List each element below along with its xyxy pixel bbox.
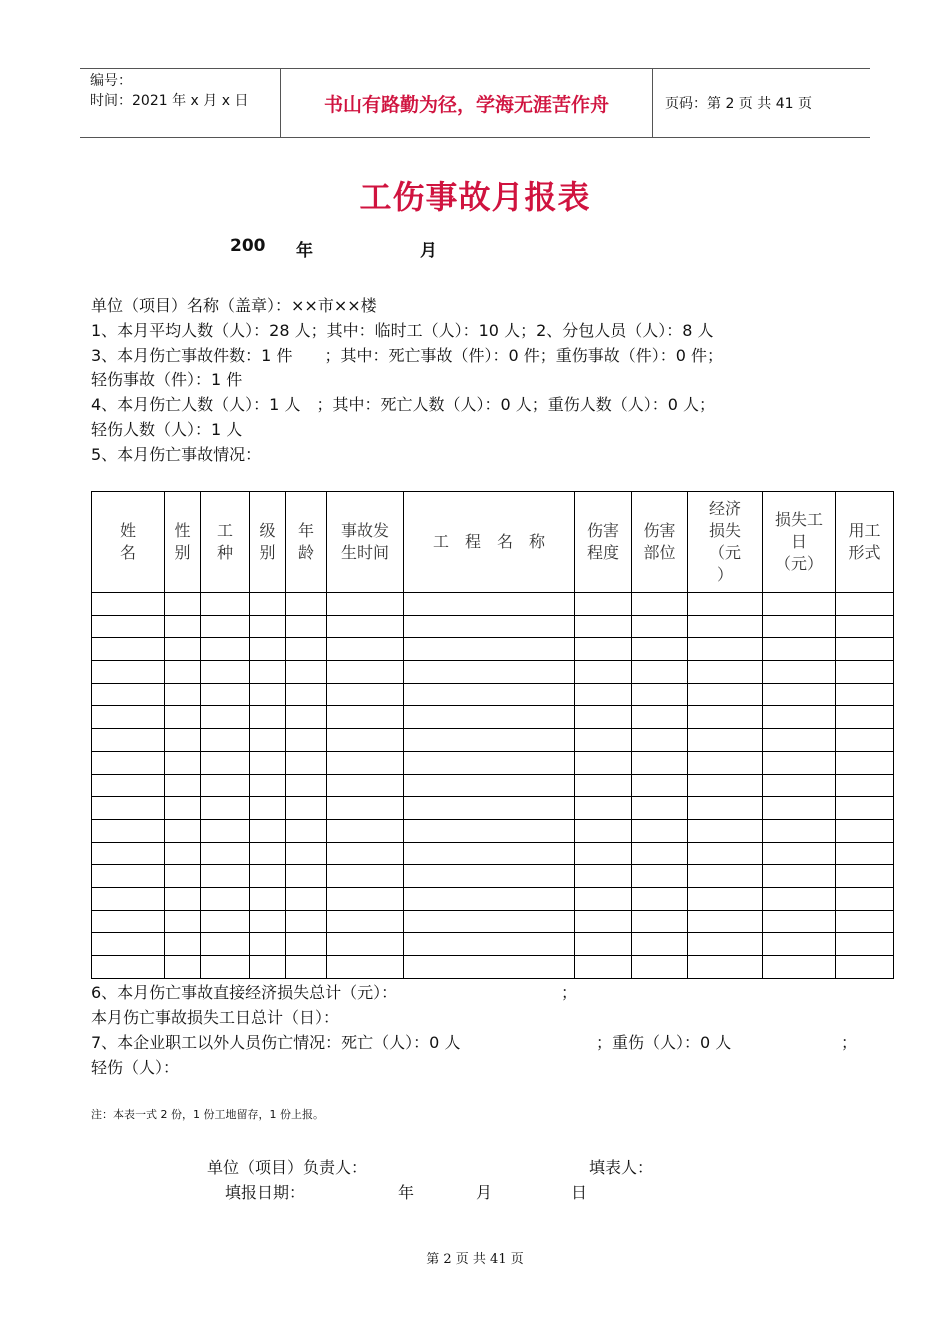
table-cell[interactable] [201, 615, 250, 638]
table-cell[interactable] [575, 729, 632, 752]
table-cell[interactable] [201, 910, 250, 933]
table-cell[interactable] [404, 956, 575, 979]
table-cell[interactable] [165, 683, 201, 706]
table-cell[interactable] [404, 842, 575, 865]
table-cell[interactable] [165, 729, 201, 752]
table-cell[interactable] [92, 933, 165, 956]
table-cell[interactable] [327, 638, 404, 661]
column-header-text: 名 [119, 543, 136, 562]
table-cell[interactable] [327, 865, 404, 888]
table-cell[interactable] [92, 819, 165, 842]
table-cell[interactable] [250, 615, 286, 638]
table-cell[interactable] [165, 910, 201, 933]
table-cell[interactable] [327, 797, 404, 820]
table-cell[interactable] [404, 865, 575, 888]
separator: ； [561, 983, 578, 1002]
table-cell[interactable] [92, 751, 165, 774]
table-cell[interactable] [404, 615, 575, 638]
table-cell[interactable] [250, 638, 286, 661]
table-cell[interactable] [327, 706, 404, 729]
table-cell[interactable] [286, 865, 327, 888]
summary-line-6b: 本月伤亡事故损失工日总计（日）： [91, 1008, 340, 1027]
table-cell[interactable] [404, 887, 575, 910]
table-cell[interactable] [836, 638, 894, 661]
table-cell[interactable] [286, 638, 327, 661]
table-row [92, 865, 894, 888]
table-cell[interactable] [250, 819, 286, 842]
table-cell[interactable] [92, 774, 165, 797]
column-header-text: （元） [774, 554, 823, 573]
table-cell[interactable] [92, 842, 165, 865]
table-row [92, 819, 894, 842]
info-line: 1、本月平均人数（人）：28 人；其中：临时工（人）：10 人；2、分包人员（人）：8 人 [91, 320, 714, 340]
column-header-text: 损失工 [774, 510, 823, 529]
table-cell[interactable] [632, 956, 688, 979]
table-cell[interactable] [201, 729, 250, 752]
info-line: 单位（项目）名称（盖章）：××市××楼 [91, 296, 377, 315]
table-cell[interactable] [165, 638, 201, 661]
column-header-text: 年 [297, 521, 314, 540]
table-cell[interactable] [286, 615, 327, 638]
table-cell[interactable] [250, 865, 286, 888]
table-cell[interactable] [632, 683, 688, 706]
table-row [92, 706, 894, 729]
table-cell[interactable] [688, 842, 763, 865]
column-header-text: 用工 [848, 521, 881, 540]
column-header-text: 部位 [643, 543, 676, 562]
table-cell[interactable] [575, 706, 632, 729]
table-cell[interactable] [763, 797, 836, 820]
table-cell[interactable] [763, 910, 836, 933]
fill-date-month: 月 [476, 1183, 493, 1202]
table-cell[interactable] [327, 661, 404, 684]
summary-line-7 [91, 1030, 871, 1055]
column-header-text: 伤害 [643, 521, 676, 540]
external-casualty-label: 7、本企业职工以外人员伤亡情况：死亡（人）：0 人 [91, 1033, 461, 1052]
column-header [92, 492, 165, 593]
table-cell[interactable] [404, 638, 575, 661]
table-cell[interactable] [286, 797, 327, 820]
table-cell[interactable] [763, 683, 836, 706]
table-cell[interactable] [836, 865, 894, 888]
table-cell[interactable] [632, 797, 688, 820]
table-cell[interactable] [404, 774, 575, 797]
table-cell[interactable] [286, 729, 327, 752]
table-cell[interactable] [327, 819, 404, 842]
table-cell[interactable] [327, 593, 404, 616]
table-cell[interactable] [201, 865, 250, 888]
table-cell[interactable] [763, 751, 836, 774]
table-cell[interactable] [575, 887, 632, 910]
table-cell[interactable] [632, 706, 688, 729]
table-cell[interactable] [688, 819, 763, 842]
table-cell[interactable] [763, 842, 836, 865]
table-cell[interactable] [250, 729, 286, 752]
table-cell[interactable] [327, 956, 404, 979]
table-cell[interactable] [632, 819, 688, 842]
table-cell[interactable] [836, 593, 894, 616]
table-cell[interactable] [632, 933, 688, 956]
document-header [80, 68, 870, 138]
table-cell[interactable] [286, 593, 327, 616]
table-cell[interactable] [286, 887, 327, 910]
direct-loss-label: 6、本月伤亡事故直接经济损失总计（元）： [91, 983, 398, 1002]
table-cell[interactable] [286, 956, 327, 979]
separator: ； [841, 1033, 858, 1052]
table-cell[interactable] [836, 661, 894, 684]
column-header [404, 492, 575, 593]
table-row [92, 774, 894, 797]
table-cell[interactable] [688, 956, 763, 979]
table-cell[interactable] [327, 910, 404, 933]
table-cell[interactable] [836, 751, 894, 774]
table-cell[interactable] [92, 638, 165, 661]
column-header-text: 工 程 名 称 [432, 532, 545, 551]
table-cell[interactable] [688, 865, 763, 888]
column-header [763, 492, 836, 593]
table-cell[interactable] [575, 774, 632, 797]
info-line: 轻伤事故（件）：1 件 [91, 370, 243, 390]
table-cell[interactable] [763, 933, 836, 956]
table-cell[interactable] [165, 887, 201, 910]
accident-table [91, 491, 894, 979]
table-cell[interactable] [250, 887, 286, 910]
table-cell[interactable] [201, 706, 250, 729]
table-cell[interactable] [404, 729, 575, 752]
table-cell[interactable] [404, 683, 575, 706]
column-header-text: 形式 [848, 543, 881, 562]
table-cell[interactable] [632, 593, 688, 616]
table-cell[interactable] [250, 797, 286, 820]
table-cell[interactable] [286, 683, 327, 706]
table-row [92, 683, 894, 706]
table-cell[interactable] [575, 593, 632, 616]
period-year-prefix: 200 [230, 236, 266, 256]
table-cell[interactable] [404, 751, 575, 774]
summary-section [91, 980, 871, 1080]
table-cell[interactable] [250, 706, 286, 729]
table-cell[interactable] [688, 706, 763, 729]
table-cell[interactable] [286, 751, 327, 774]
table-row [92, 661, 894, 684]
table-cell[interactable] [201, 593, 250, 616]
table-cell[interactable] [201, 797, 250, 820]
note-text: 注：本表一式 2 份，1 份工地留存，1 份上报。 [91, 1108, 324, 1121]
header-meta [80, 69, 280, 137]
table-cell[interactable] [575, 933, 632, 956]
column-header-text: 程度 [586, 543, 619, 562]
table-cell[interactable] [201, 842, 250, 865]
table-cell[interactable] [165, 615, 201, 638]
table-cell[interactable] [92, 661, 165, 684]
table-row [92, 729, 894, 752]
column-header-text: 经济 [708, 499, 741, 518]
table-cell[interactable] [688, 751, 763, 774]
table-cell[interactable] [327, 729, 404, 752]
info-line: 4、本月伤亡人数（人）：1 人 ；其中：死亡人数（人）：0 人；重伤人数（人）：0 人； [91, 395, 715, 415]
table-cell[interactable] [92, 593, 165, 616]
table-cell[interactable] [575, 819, 632, 842]
column-header [250, 492, 286, 593]
table-cell[interactable] [327, 887, 404, 910]
table-row [92, 956, 894, 979]
table-cell[interactable] [404, 593, 575, 616]
serial-label: 编号： [90, 73, 132, 89]
table-cell[interactable] [632, 887, 688, 910]
page-title: 工伤事故月报表 [359, 178, 591, 216]
table-cell[interactable] [92, 615, 165, 638]
column-header-text: 生时间 [340, 543, 389, 562]
table-cell[interactable] [250, 683, 286, 706]
table-cell[interactable] [165, 661, 201, 684]
leader-signature-label: 单位（项目）负责人： [207, 1158, 368, 1177]
table-row [92, 910, 894, 933]
table-row [92, 638, 894, 661]
column-header-text: 别 [174, 543, 191, 562]
table-cell[interactable] [404, 933, 575, 956]
table-cell[interactable] [632, 661, 688, 684]
table-cell[interactable] [327, 842, 404, 865]
table-cell[interactable] [165, 956, 201, 979]
table-cell[interactable] [201, 819, 250, 842]
table-cell[interactable] [404, 819, 575, 842]
column-header-text: 性 [174, 521, 191, 540]
table-cell[interactable] [688, 774, 763, 797]
table-cell[interactable] [201, 661, 250, 684]
table-body [92, 593, 894, 979]
table-cell[interactable] [688, 661, 763, 684]
table-cell[interactable] [327, 683, 404, 706]
table-cell[interactable] [165, 865, 201, 888]
table-cell[interactable] [632, 774, 688, 797]
table-cell[interactable] [763, 615, 836, 638]
table-cell[interactable] [836, 729, 894, 752]
table-cell[interactable] [763, 956, 836, 979]
column-header [688, 492, 763, 593]
info-line: 5、本月伤亡事故情况： [91, 444, 262, 464]
table-cell[interactable] [201, 638, 250, 661]
fill-date-day: 日 [571, 1183, 588, 1202]
table-cell[interactable] [92, 910, 165, 933]
table-cell[interactable] [201, 956, 250, 979]
table-cell[interactable] [250, 593, 286, 616]
table-cell[interactable] [836, 774, 894, 797]
table-cell[interactable] [250, 751, 286, 774]
column-header-text: 工 [216, 521, 233, 540]
column-header-text: 种 [216, 543, 233, 562]
period-month-label: 月 [420, 241, 437, 261]
table-cell[interactable] [327, 615, 404, 638]
column-header [201, 492, 250, 593]
table-cell[interactable] [92, 706, 165, 729]
column-header-text: 损失 [708, 521, 741, 540]
table-cell[interactable] [165, 819, 201, 842]
column-header-text: 姓 [119, 521, 136, 540]
table-cell[interactable] [688, 797, 763, 820]
table-cell[interactable] [836, 615, 894, 638]
table-cell[interactable] [688, 933, 763, 956]
table-cell[interactable] [763, 593, 836, 616]
column-header [632, 492, 688, 593]
time-label: 时间：2021 年 x 月 x 日 [90, 93, 249, 109]
table-cell[interactable] [201, 887, 250, 910]
table-cell[interactable] [404, 910, 575, 933]
table-cell[interactable] [688, 638, 763, 661]
table-cell[interactable] [92, 865, 165, 888]
table-cell[interactable] [327, 751, 404, 774]
table-cell[interactable] [632, 729, 688, 752]
table-cell[interactable] [763, 661, 836, 684]
table-cell[interactable] [836, 683, 894, 706]
info-line: 3、本月伤亡事故件数：1 件 ；其中：死亡事故（件）：0 件；重伤事故（件）：0 件； [91, 345, 723, 365]
table-cell[interactable] [688, 593, 763, 616]
table-cell[interactable] [836, 819, 894, 842]
table-cell[interactable] [688, 910, 763, 933]
summary-line-6 [91, 980, 871, 1005]
table-cell[interactable] [763, 887, 836, 910]
column-header [836, 492, 894, 593]
table-cell[interactable] [165, 933, 201, 956]
table-cell[interactable] [632, 751, 688, 774]
table-cell[interactable] [92, 797, 165, 820]
table-header-row [92, 492, 894, 593]
table-cell[interactable] [327, 774, 404, 797]
table-cell[interactable] [92, 729, 165, 752]
page-number: 第 2 页 共 41 页 [426, 1252, 524, 1267]
table-cell[interactable] [575, 842, 632, 865]
table-cell[interactable] [165, 842, 201, 865]
table-cell[interactable] [92, 887, 165, 910]
table-cell[interactable] [286, 774, 327, 797]
table-row [92, 797, 894, 820]
table-row [92, 751, 894, 774]
table-cell[interactable] [763, 819, 836, 842]
table-cell[interactable] [688, 615, 763, 638]
table-cell[interactable] [250, 956, 286, 979]
table-cell[interactable] [632, 865, 688, 888]
column-header [286, 492, 327, 593]
table-cell[interactable] [688, 887, 763, 910]
table-cell[interactable] [836, 910, 894, 933]
column-header-text: 级 [259, 521, 276, 540]
table-cell[interactable] [632, 615, 688, 638]
table-cell[interactable] [201, 933, 250, 956]
column-header-text: 别 [259, 543, 276, 562]
serious-injury-label: ；重伤（人）：0 人 [596, 1033, 732, 1052]
table-cell[interactable] [763, 774, 836, 797]
table-cell[interactable] [327, 933, 404, 956]
column-header-text: 事故发 [340, 521, 389, 540]
table-cell[interactable] [165, 593, 201, 616]
table-row [92, 593, 894, 616]
table-cell[interactable] [286, 661, 327, 684]
table-cell[interactable] [286, 706, 327, 729]
table-cell[interactable] [632, 842, 688, 865]
table-cell[interactable] [632, 910, 688, 933]
table-cell[interactable] [404, 661, 575, 684]
table-cell[interactable] [286, 910, 327, 933]
table-cell[interactable] [250, 774, 286, 797]
table-cell[interactable] [575, 956, 632, 979]
table-cell[interactable] [165, 706, 201, 729]
column-header-text: 龄 [297, 543, 314, 562]
table-row [92, 842, 894, 865]
fill-date-label: 填报日期： [225, 1183, 306, 1202]
table-cell[interactable] [632, 638, 688, 661]
table-cell[interactable] [286, 842, 327, 865]
header-motto: 书山有路勤为径，学海无涯苦作舟 [280, 69, 653, 137]
table-cell[interactable] [575, 797, 632, 820]
table-cell[interactable] [836, 933, 894, 956]
column-header-text: 伤害 [586, 521, 619, 540]
table-cell[interactable] [201, 683, 250, 706]
report-info [91, 294, 871, 468]
column-header [165, 492, 201, 593]
table-cell[interactable] [575, 865, 632, 888]
header-page-info: 页码：第 2 页 共 41 页 [665, 96, 812, 112]
table-cell[interactable] [250, 661, 286, 684]
table-cell[interactable] [286, 819, 327, 842]
table-cell[interactable] [404, 706, 575, 729]
table-cell[interactable] [201, 774, 250, 797]
table-row [92, 615, 894, 638]
table-cell[interactable] [836, 706, 894, 729]
table-cell[interactable] [404, 797, 575, 820]
table-cell[interactable] [575, 751, 632, 774]
table-cell[interactable] [165, 774, 201, 797]
table-cell[interactable] [836, 797, 894, 820]
column-header [327, 492, 404, 593]
filler-signature-label: 填表人： [589, 1158, 654, 1177]
column-header-text: ） [716, 565, 733, 584]
column-header-text: （元 [708, 543, 741, 562]
table-cell[interactable] [836, 887, 894, 910]
table-cell[interactable] [575, 638, 632, 661]
table-row [92, 887, 894, 910]
table-cell[interactable] [763, 729, 836, 752]
table-row [92, 933, 894, 956]
fill-date-year: 年 [398, 1183, 415, 1202]
table-cell[interactable] [836, 956, 894, 979]
table-cell[interactable] [575, 683, 632, 706]
table-cell[interactable] [250, 842, 286, 865]
summary-line-7b: 轻伤（人）： [91, 1058, 180, 1077]
table-cell[interactable] [250, 933, 286, 956]
table-cell[interactable] [688, 729, 763, 752]
table-cell[interactable] [763, 706, 836, 729]
info-line: 轻伤人数（人）：1 人 [91, 419, 243, 439]
table-cell[interactable] [201, 751, 250, 774]
column-header-text: 日 [790, 532, 807, 551]
table-cell[interactable] [575, 615, 632, 638]
table-cell[interactable] [575, 661, 632, 684]
table-cell[interactable] [763, 865, 836, 888]
table-cell[interactable] [92, 956, 165, 979]
period-year-label: 年 [296, 241, 313, 261]
table-cell[interactable] [575, 910, 632, 933]
table-cell[interactable] [286, 933, 327, 956]
table-cell[interactable] [165, 751, 201, 774]
column-header [575, 492, 632, 593]
table-cell[interactable] [92, 683, 165, 706]
table-cell[interactable] [165, 797, 201, 820]
table-cell[interactable] [836, 842, 894, 865]
table-cell[interactable] [688, 683, 763, 706]
table-cell[interactable] [250, 910, 286, 933]
table-cell[interactable] [763, 638, 836, 661]
